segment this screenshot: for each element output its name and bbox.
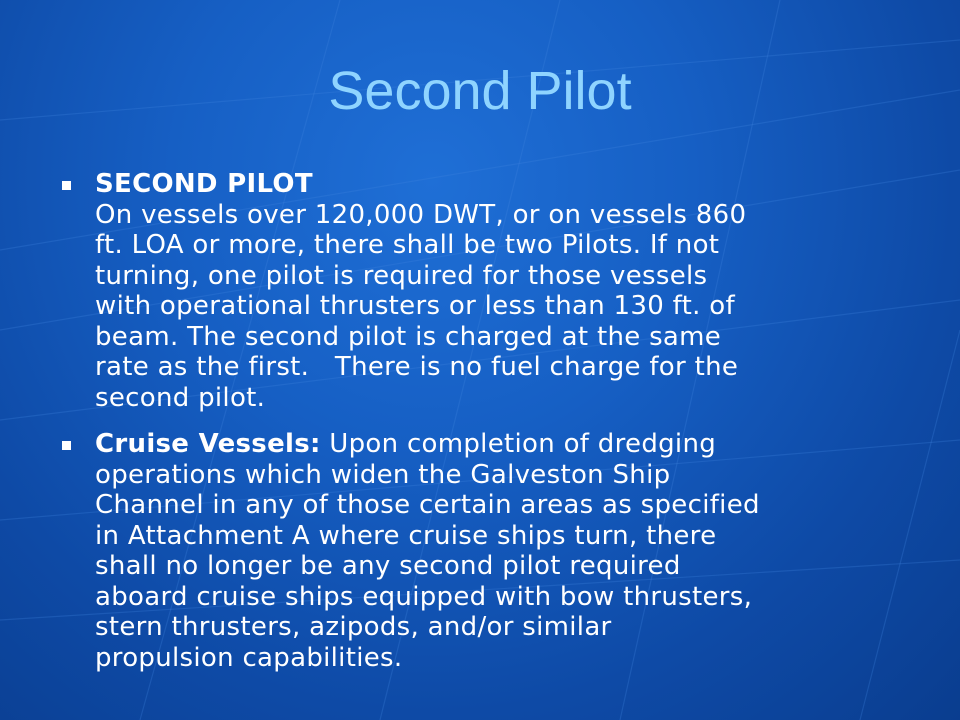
bullet-line: turning, one pilot is required for those vessels: [95, 260, 708, 291]
bullet-line: ft. LOA or more, there shall be two Pilots. If not: [95, 230, 720, 260]
bullet-item-cruise-vessels: [58, 429, 908, 673]
bullet-line: beam. The second pilot is charged at the same: [95, 321, 722, 352]
bullet-heading: Cruise Vessels:: [95, 429, 321, 459]
bullet-line: in Attachment A where cruise ships turn, there: [95, 520, 717, 551]
bullet-line: propulsion capabilities.: [95, 642, 403, 673]
bullet-line: rate as the first. There is no fuel charge for the: [95, 352, 739, 382]
bullet-line: second pilot.: [95, 382, 266, 413]
bullet-heading: SECOND PILOT: [95, 169, 313, 199]
bullet-list: [58, 169, 908, 689]
square-bullet-icon: [62, 181, 71, 190]
bullet-line: shall no longer be any second pilot required: [95, 551, 681, 581]
bullet-line: Channel in any of those certain areas as specified: [95, 490, 760, 520]
bullet-line: On vessels over 120,000 DWT, or on vessels 860: [95, 199, 747, 230]
slide-title: Second Pilot: [328, 61, 632, 121]
bullet-first-line: [95, 429, 908, 460]
bullet-item-second-pilot: [58, 169, 908, 413]
bullet-line: aboard cruise ships equipped with bow thrusters,: [95, 581, 753, 612]
bullet-first-line-rest: Upon completion of dredging: [320, 429, 717, 459]
bullet-line: with operational thrusters or less than 130 ft. of: [95, 291, 735, 321]
bullet-line: operations which widen the Galveston Ship: [95, 459, 671, 490]
square-bullet-icon: [62, 441, 71, 450]
bullet-line: stern thrusters, azipods, and/or similar: [95, 612, 612, 642]
